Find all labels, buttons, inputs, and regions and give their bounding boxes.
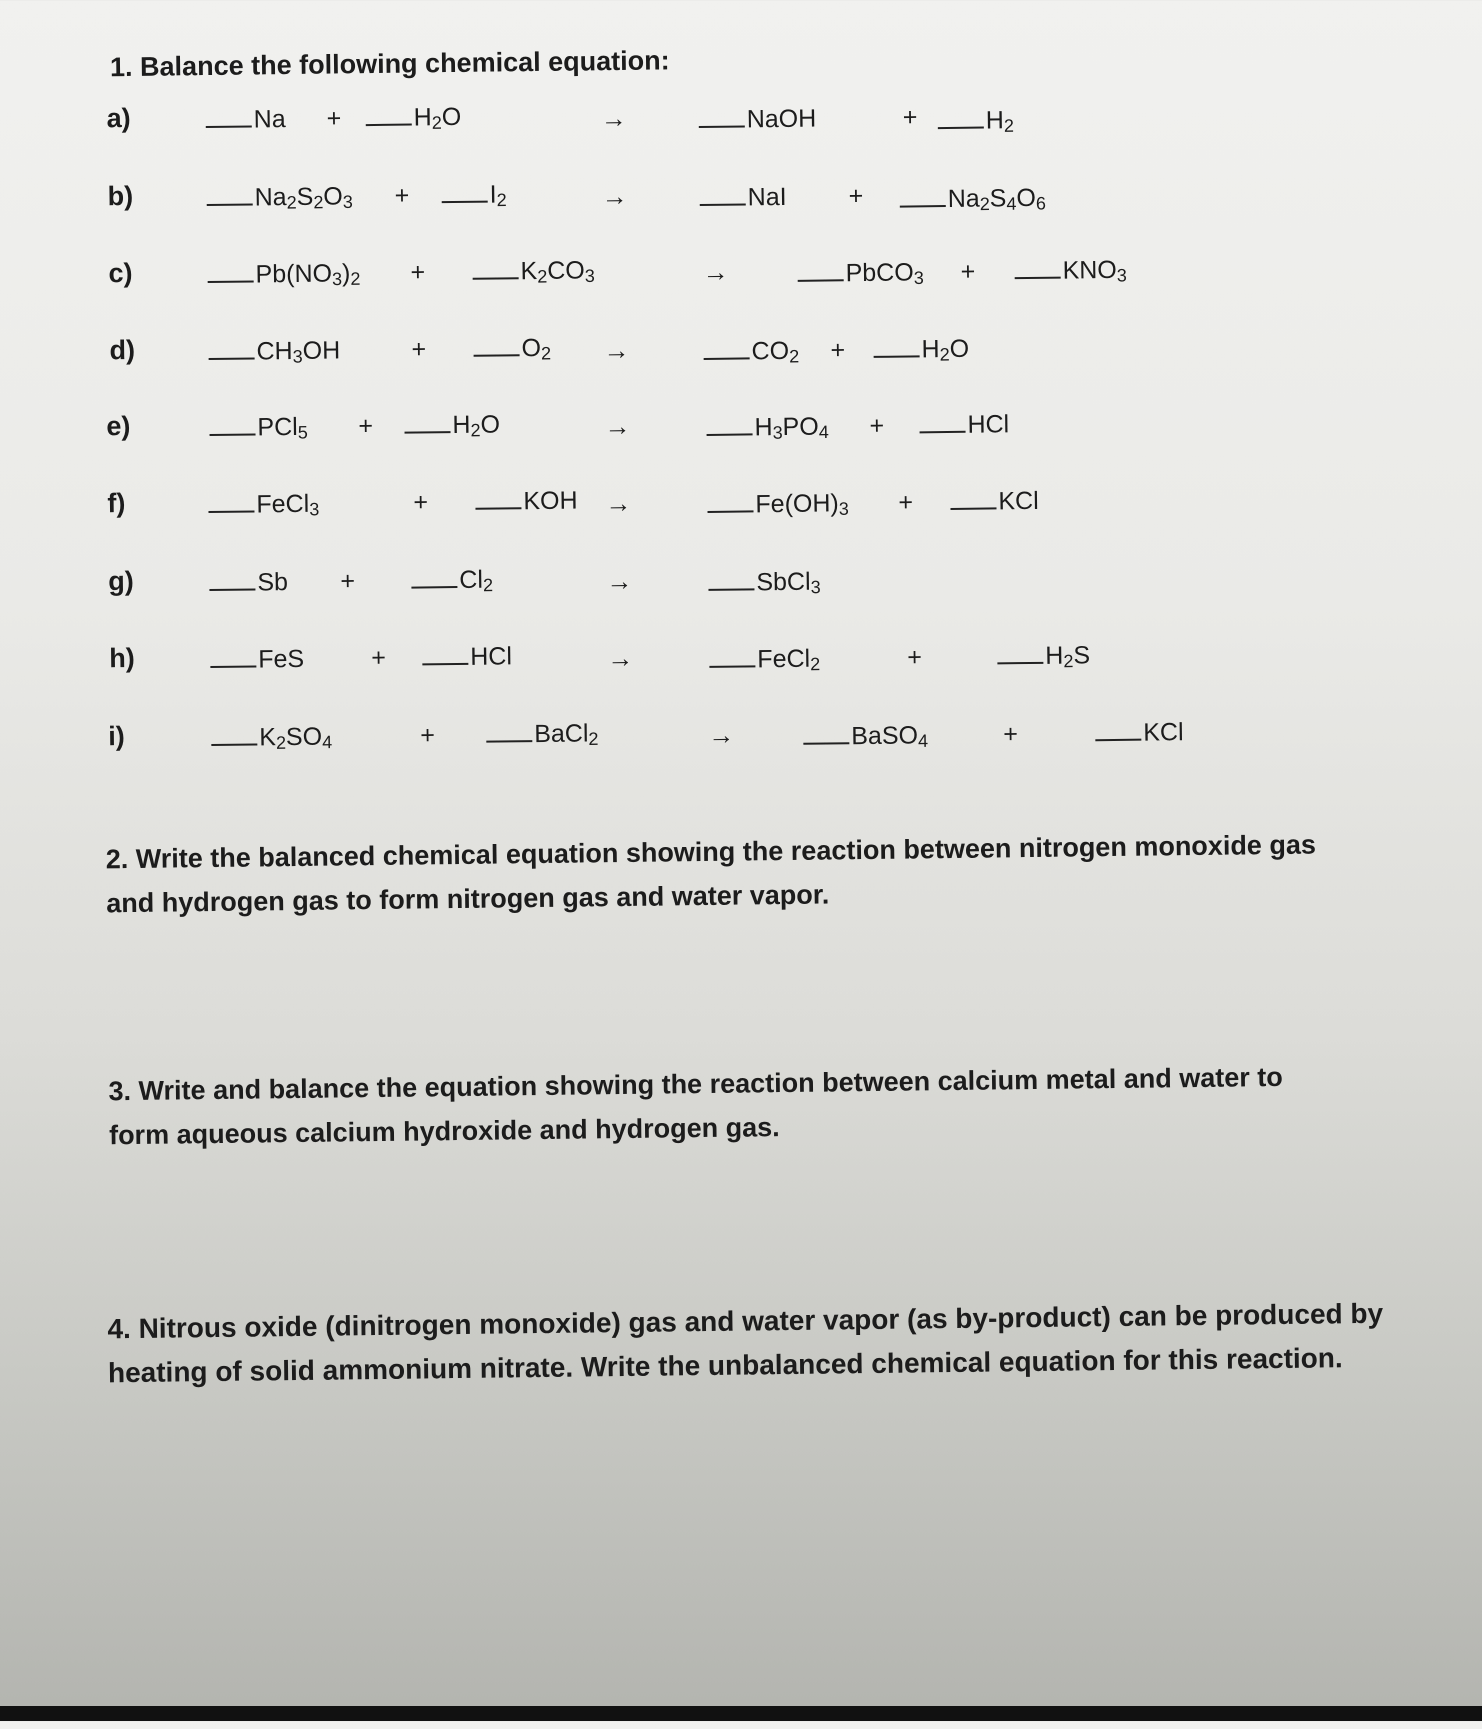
formula [757,645,820,674]
formula [534,719,599,748]
product-term [709,645,820,675]
coefficient-blank[interactable] [209,588,255,591]
reactant-term [206,182,352,213]
formula-subscript: 2 [537,266,548,287]
formula-text: O [480,410,501,439]
question-4-line-2: heating of solid ammonium nitrate. Write the unbalanced chemical equation for this reaction. [107,1342,1343,1389]
formula [470,642,512,671]
reactant-term [486,719,599,749]
formula-text: SbCl [756,567,811,597]
formula [1143,718,1184,746]
formula-text: KCl [998,486,1039,516]
formula [967,410,1009,439]
question-2 [105,823,1316,926]
equation-label: a) [106,102,131,134]
formula [256,336,340,365]
reaction-arrow: → [605,487,632,519]
formula-subscript: 2 [286,192,297,213]
formula-subscript: 3 [810,577,821,598]
reactant-term [211,723,332,753]
product-term [708,568,821,598]
formula-text: S [1073,641,1091,670]
question-4 [107,1292,1384,1396]
coefficient-blank[interactable] [700,203,746,206]
reaction-arrow: → [601,180,628,212]
formula-text: Sb [257,568,289,597]
coefficient-blank[interactable] [486,740,532,743]
formula-text: I [489,180,497,209]
formula-text: FeS [258,644,305,674]
formula-subscript: 3 [838,498,849,519]
plus-sign: + [371,643,387,673]
formula-text: BaCl [534,719,589,749]
coefficient-blank[interactable] [366,124,412,127]
formula-text: SO [285,722,323,752]
formula-subscript: 3 [331,268,343,290]
coefficient-blank[interactable] [707,433,753,436]
product-term [1014,256,1127,286]
formula-text: O [521,333,542,363]
plus-sign: + [411,335,427,364]
plus-sign: + [902,103,918,132]
formula [452,410,500,439]
formula-text: HCl [967,410,1010,439]
formula-subscript: 4 [818,422,829,443]
reaction-arrow: → [702,256,729,287]
coefficient-blank[interactable] [708,588,754,591]
product-term [1095,718,1184,748]
formula [258,645,304,674]
formula-text: CO [547,256,585,285]
formula-subscript: 3 [309,499,320,520]
formula-subscript: 2 [482,575,494,596]
formula-subscript: 4 [1006,193,1017,214]
reactant-term [207,259,360,290]
bottom-edge [0,1706,1482,1721]
formula-subscript: 3 [342,191,353,212]
reactant-term [209,413,308,443]
coefficient-blank[interactable] [206,125,252,128]
plus-sign: + [1003,720,1019,749]
coefficient-blank[interactable] [210,665,256,668]
coefficient-blank[interactable] [997,662,1043,665]
formula [921,335,969,364]
formula-subscript: 2 [350,268,361,289]
formula-text: H [1045,641,1064,670]
formula [754,412,829,441]
formula-text: S [296,182,314,211]
reactant-term [208,336,340,367]
reactant-term [209,568,288,598]
plus-sign: + [907,643,923,672]
formula-text: ) [341,259,351,288]
coefficient-blank[interactable] [803,742,849,745]
formula-subscript: 2 [789,346,800,367]
formula-text: PCl [257,412,298,442]
reactant-term [422,642,512,672]
formula-text: O [1016,183,1037,213]
product-term [707,489,849,520]
product-term [803,721,928,752]
formula [747,105,817,134]
formula-text: NaOH [746,104,817,134]
reactant-term [475,487,578,517]
formula [845,258,923,287]
reactant-term [210,645,304,675]
formula-text: Cl [459,565,484,594]
formula-text: KCl [1143,718,1184,747]
coefficient-blank[interactable] [210,433,256,436]
formula-text: S [989,184,1007,213]
coefficient-blank[interactable] [405,431,451,434]
formula-subscript: 6 [1035,193,1047,214]
reactant-term [366,103,462,133]
plus-sign: + [420,721,436,750]
reaction-arrow: → [708,719,735,750]
formula [523,487,578,516]
formula-subscript: 3 [913,267,924,288]
reactant-term [404,410,500,440]
coefficient-blank[interactable] [950,507,996,510]
coefficient-blank[interactable] [208,510,254,513]
formula [748,183,787,211]
product-term [797,258,923,289]
formula-subscript: 2 [939,344,950,365]
coefficient-blank[interactable] [1095,739,1141,742]
formula-text: NaI [747,182,787,212]
plus-sign: + [358,412,374,441]
formula-text: PbCO [845,258,914,288]
formula-text: OH [302,336,341,365]
coefficient-blank[interactable] [474,354,520,357]
formula-subscript: 3 [292,346,303,367]
formula-text: FeCl [757,644,811,674]
formula [257,413,308,442]
formula [520,256,595,285]
reaction-arrow: → [600,102,627,134]
question-2-line-1: 2. Write the balanced chemical equation showing the reaction between nitrogen monoxide gas [105,829,1317,875]
formula-subscript: 2 [979,194,990,215]
formula-text: Fe(OH) [755,489,839,519]
formula-text: Na [254,183,287,212]
formula-subscript: 2 [470,420,481,441]
plus-sign: + [394,181,410,210]
plus-sign: + [413,488,429,517]
formula [257,568,288,596]
plus-sign: + [830,336,846,365]
equation-label: g) [108,565,134,597]
product-term [703,337,799,367]
formula-subscript: 3 [772,422,783,443]
reaction-arrow: → [607,642,634,674]
formula [1062,256,1127,285]
formula [986,106,1014,134]
formula [489,180,507,211]
formula-text: H [921,335,940,364]
formula [255,259,360,288]
plus-sign: + [869,411,885,440]
reactant-term [473,334,551,364]
reactant-term [206,105,286,135]
coefficient-blank[interactable] [708,510,754,513]
formula-text: BaSO [851,721,919,751]
formula-text: H [452,410,471,440]
formula [459,566,493,594]
formula [851,721,928,750]
reaction-arrow: → [603,334,630,366]
formula [751,337,799,366]
plus-sign: + [848,182,864,211]
equation-label: b) [107,180,134,212]
product-term [950,487,1039,517]
formula-subscript: 2 [275,732,287,753]
equation-label: f) [107,488,126,519]
coefficient-blank[interactable] [442,201,488,204]
formula-subscript: 2 [496,189,507,211]
formula-text: KNO [1062,255,1117,285]
product-term [938,106,1014,136]
product-term [997,641,1090,671]
coefficient-blank[interactable] [699,125,745,128]
product-term [900,184,1046,215]
reactant-term [472,256,595,286]
formula [259,723,332,752]
formula-text: Na [253,105,286,134]
formula-subscript: 2 [540,343,552,364]
product-term [873,335,969,365]
coefficient-blank[interactable] [798,279,844,282]
formula-subscript: 4 [917,730,929,751]
question-3-line-2: form aqueous calcium hydroxide and hydrogen gas. [108,1112,780,1151]
formula [1045,641,1090,670]
formula-subscript: 2 [431,112,442,133]
question-1 [110,38,670,89]
formula [414,103,462,132]
coefficient-blank[interactable] [411,586,457,589]
formula-text: O [441,102,462,132]
formula-text: PO [782,412,819,442]
formula-text: O [323,182,343,211]
formula-text: FeCl [256,489,310,519]
equation-label: c) [108,257,133,289]
reactant-term [411,566,493,596]
plus-sign: + [410,258,426,287]
formula-text: O [949,334,970,363]
formula-text: KOH [523,486,578,516]
formula-text: H [754,413,773,442]
product-term [699,105,817,135]
coefficient-blank[interactable] [938,127,984,130]
formula-text: CH [256,336,293,366]
formula [521,334,551,362]
coefficient-blank[interactable] [709,665,755,668]
coefficient-blank[interactable] [704,357,750,360]
question-3 [108,1055,1283,1157]
formula-subscript: 3 [1116,265,1127,286]
plus-sign: + [340,567,356,596]
plus-sign: + [898,488,914,517]
formula [256,490,319,519]
equation-label: d) [109,334,136,366]
product-term [919,410,1009,440]
formula-text: H [413,103,432,132]
coefficient-blank[interactable] [209,357,255,360]
coefficient-blank[interactable] [473,277,519,280]
question-2-line-2: and hydrogen gas to form nitrogen gas and water vapor. [106,879,830,919]
coefficient-blank[interactable] [920,431,966,434]
equation-label: e) [106,410,131,442]
formula [254,105,286,133]
formula-subscript: 2 [313,192,324,213]
formula-text: K [259,723,277,752]
product-term [700,183,787,213]
question-3-line-1: 3. Write and balance the equation showing the reaction between calcium metal and water to [108,1061,1283,1107]
equation-label: i) [108,721,125,752]
formula-text: K [520,257,538,286]
equation-label: h) [109,642,135,674]
formula-text: H [985,106,1004,135]
coefficient-blank[interactable] [874,355,920,358]
coefficient-blank[interactable] [475,507,521,510]
formula [948,184,1046,213]
formula [254,182,352,211]
formula-subscript: 2 [1063,651,1074,672]
reaction-arrow: → [604,410,631,442]
formula-subscript: 4 [322,732,333,753]
formula-text: Pb(NO [255,259,333,289]
reactant-term [441,180,506,210]
coefficient-blank[interactable] [211,743,257,746]
formula [756,568,821,597]
formula [998,487,1039,515]
formula-text: CO [751,336,790,366]
question-1-text: 1. Balance the following chemical equation: [109,45,670,83]
product-term [706,412,829,442]
reactant-term [208,490,319,520]
formula [755,489,849,518]
coefficient-blank[interactable] [900,205,946,208]
formula-subscript: 5 [297,422,308,443]
coefficient-blank[interactable] [422,663,468,666]
formula-text: HCl [470,642,513,671]
formula-subscript: 2 [1003,115,1015,136]
coefficient-blank[interactable] [207,203,253,206]
plus-sign: + [960,257,976,286]
formula-subscript: 2 [810,654,821,675]
coefficient-blank[interactable] [208,280,254,283]
formula-text: Na [947,184,980,213]
reaction-arrow: → [606,565,633,597]
formula-subscript: 3 [584,265,595,287]
formula-subscript: 2 [588,728,599,750]
coefficient-blank[interactable] [1015,277,1061,280]
plus-sign: + [326,104,342,133]
question-4-line-1: 4. Nitrous oxide (dinitrogen monoxide) gas and water vapor (as by-product) can be produced by [107,1297,1384,1345]
